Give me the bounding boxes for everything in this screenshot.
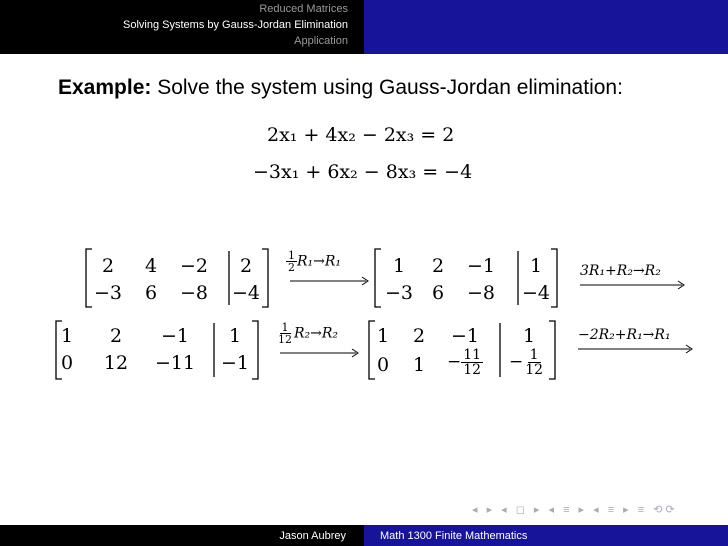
m4-cell: 2 xyxy=(412,325,426,347)
equation-2: −3x₁ + 6x₂ − 8x₃ = −4 xyxy=(253,161,473,183)
m4-fraction-cell: − $\frac{11}{12}$ xyxy=(446,347,482,378)
row-op-1: $\frac{1}{2}$ R₁→R₁ xyxy=(288,249,342,274)
m1-cell: −2 xyxy=(179,255,209,277)
m3-cell: −11 xyxy=(154,352,196,374)
row-op-4: −2R₂+R₁→R₁ xyxy=(578,327,671,343)
row-op-2: 3R₁+R₂→R₂ xyxy=(580,263,661,279)
slide-header xyxy=(0,0,728,54)
m2-cell: −4 xyxy=(521,282,551,304)
m1-cell: 2 xyxy=(101,255,115,277)
m1-cell: −3 xyxy=(93,282,123,304)
nav-gauss-jordan[interactable]: Solving Systems by Gauss-Jordan Elimination xyxy=(123,19,348,31)
m3-cell: 0 xyxy=(60,352,74,374)
arrow-1 xyxy=(290,276,370,286)
m2-cell: 6 xyxy=(431,282,445,304)
op3-coef: $\frac{1}{12}$ xyxy=(278,321,292,346)
m3-cell: −1 xyxy=(220,352,250,374)
beamer-nav-symbols[interactable]: ◂ ▸ ◂ ◻ ▸ ◂ ≡ ▸ ◂ ≡ ▸ ≡ ⟲⟳ xyxy=(472,504,678,516)
m1-cell: −8 xyxy=(179,282,209,304)
m4-cell: 0 xyxy=(376,354,390,376)
example-text: Solve the system using Gauss-Jordan elimination: xyxy=(151,76,623,99)
m2-cell: −1 xyxy=(466,255,496,277)
m4-cell: 1 xyxy=(522,325,536,347)
slide-footer xyxy=(0,525,728,546)
arrow-4 xyxy=(578,344,694,354)
m4-cell: 1 xyxy=(412,354,426,376)
m3-cell: 1 xyxy=(60,325,74,347)
m4-cell: −1 xyxy=(450,325,480,347)
header-right-panel xyxy=(364,0,728,54)
matrix-3 xyxy=(54,319,260,381)
m2-cell: −3 xyxy=(384,282,414,304)
arrow-3 xyxy=(280,348,360,358)
m2-cell: 1 xyxy=(392,255,406,277)
m1-cell: 6 xyxy=(144,282,158,304)
m2-cell: 1 xyxy=(529,255,543,277)
header-nav xyxy=(0,0,364,54)
m4-fraction-cell: − $\frac{1}{12}$ xyxy=(508,347,544,378)
m3-cell: −1 xyxy=(160,325,190,347)
op1-coef: $\frac{1}{2}$ xyxy=(288,249,295,274)
m3-cell: 12 xyxy=(103,352,129,374)
row-op-3: $\frac{1}{12}$ R₂→R₂ xyxy=(278,321,339,346)
example-title xyxy=(58,76,623,100)
matrix-1 xyxy=(84,247,270,309)
nav-reduced-matrices[interactable]: Reduced Matrices xyxy=(259,3,348,15)
m2-cell: −8 xyxy=(466,282,496,304)
m3-cell: 1 xyxy=(228,325,242,347)
example-label: Example: xyxy=(58,76,152,99)
matrix-2 xyxy=(373,247,559,309)
footer-author: Jason Aubrey xyxy=(0,525,364,546)
m1-cell: −4 xyxy=(231,282,261,304)
m4-cell: 1 xyxy=(376,325,390,347)
arrow-2 xyxy=(580,280,686,290)
m2-cell: 2 xyxy=(431,255,445,277)
m3-cell: 2 xyxy=(109,325,123,347)
m1-cell: 4 xyxy=(144,255,158,277)
m1-cell: 2 xyxy=(239,255,253,277)
matrix-4 xyxy=(367,319,557,381)
nav-application[interactable]: Application xyxy=(294,35,348,47)
equation-1: 2x₁ + 4x₂ − 2x₃ = 2 xyxy=(267,124,455,146)
footer-course: Math 1300 Finite Mathematics xyxy=(364,525,728,546)
